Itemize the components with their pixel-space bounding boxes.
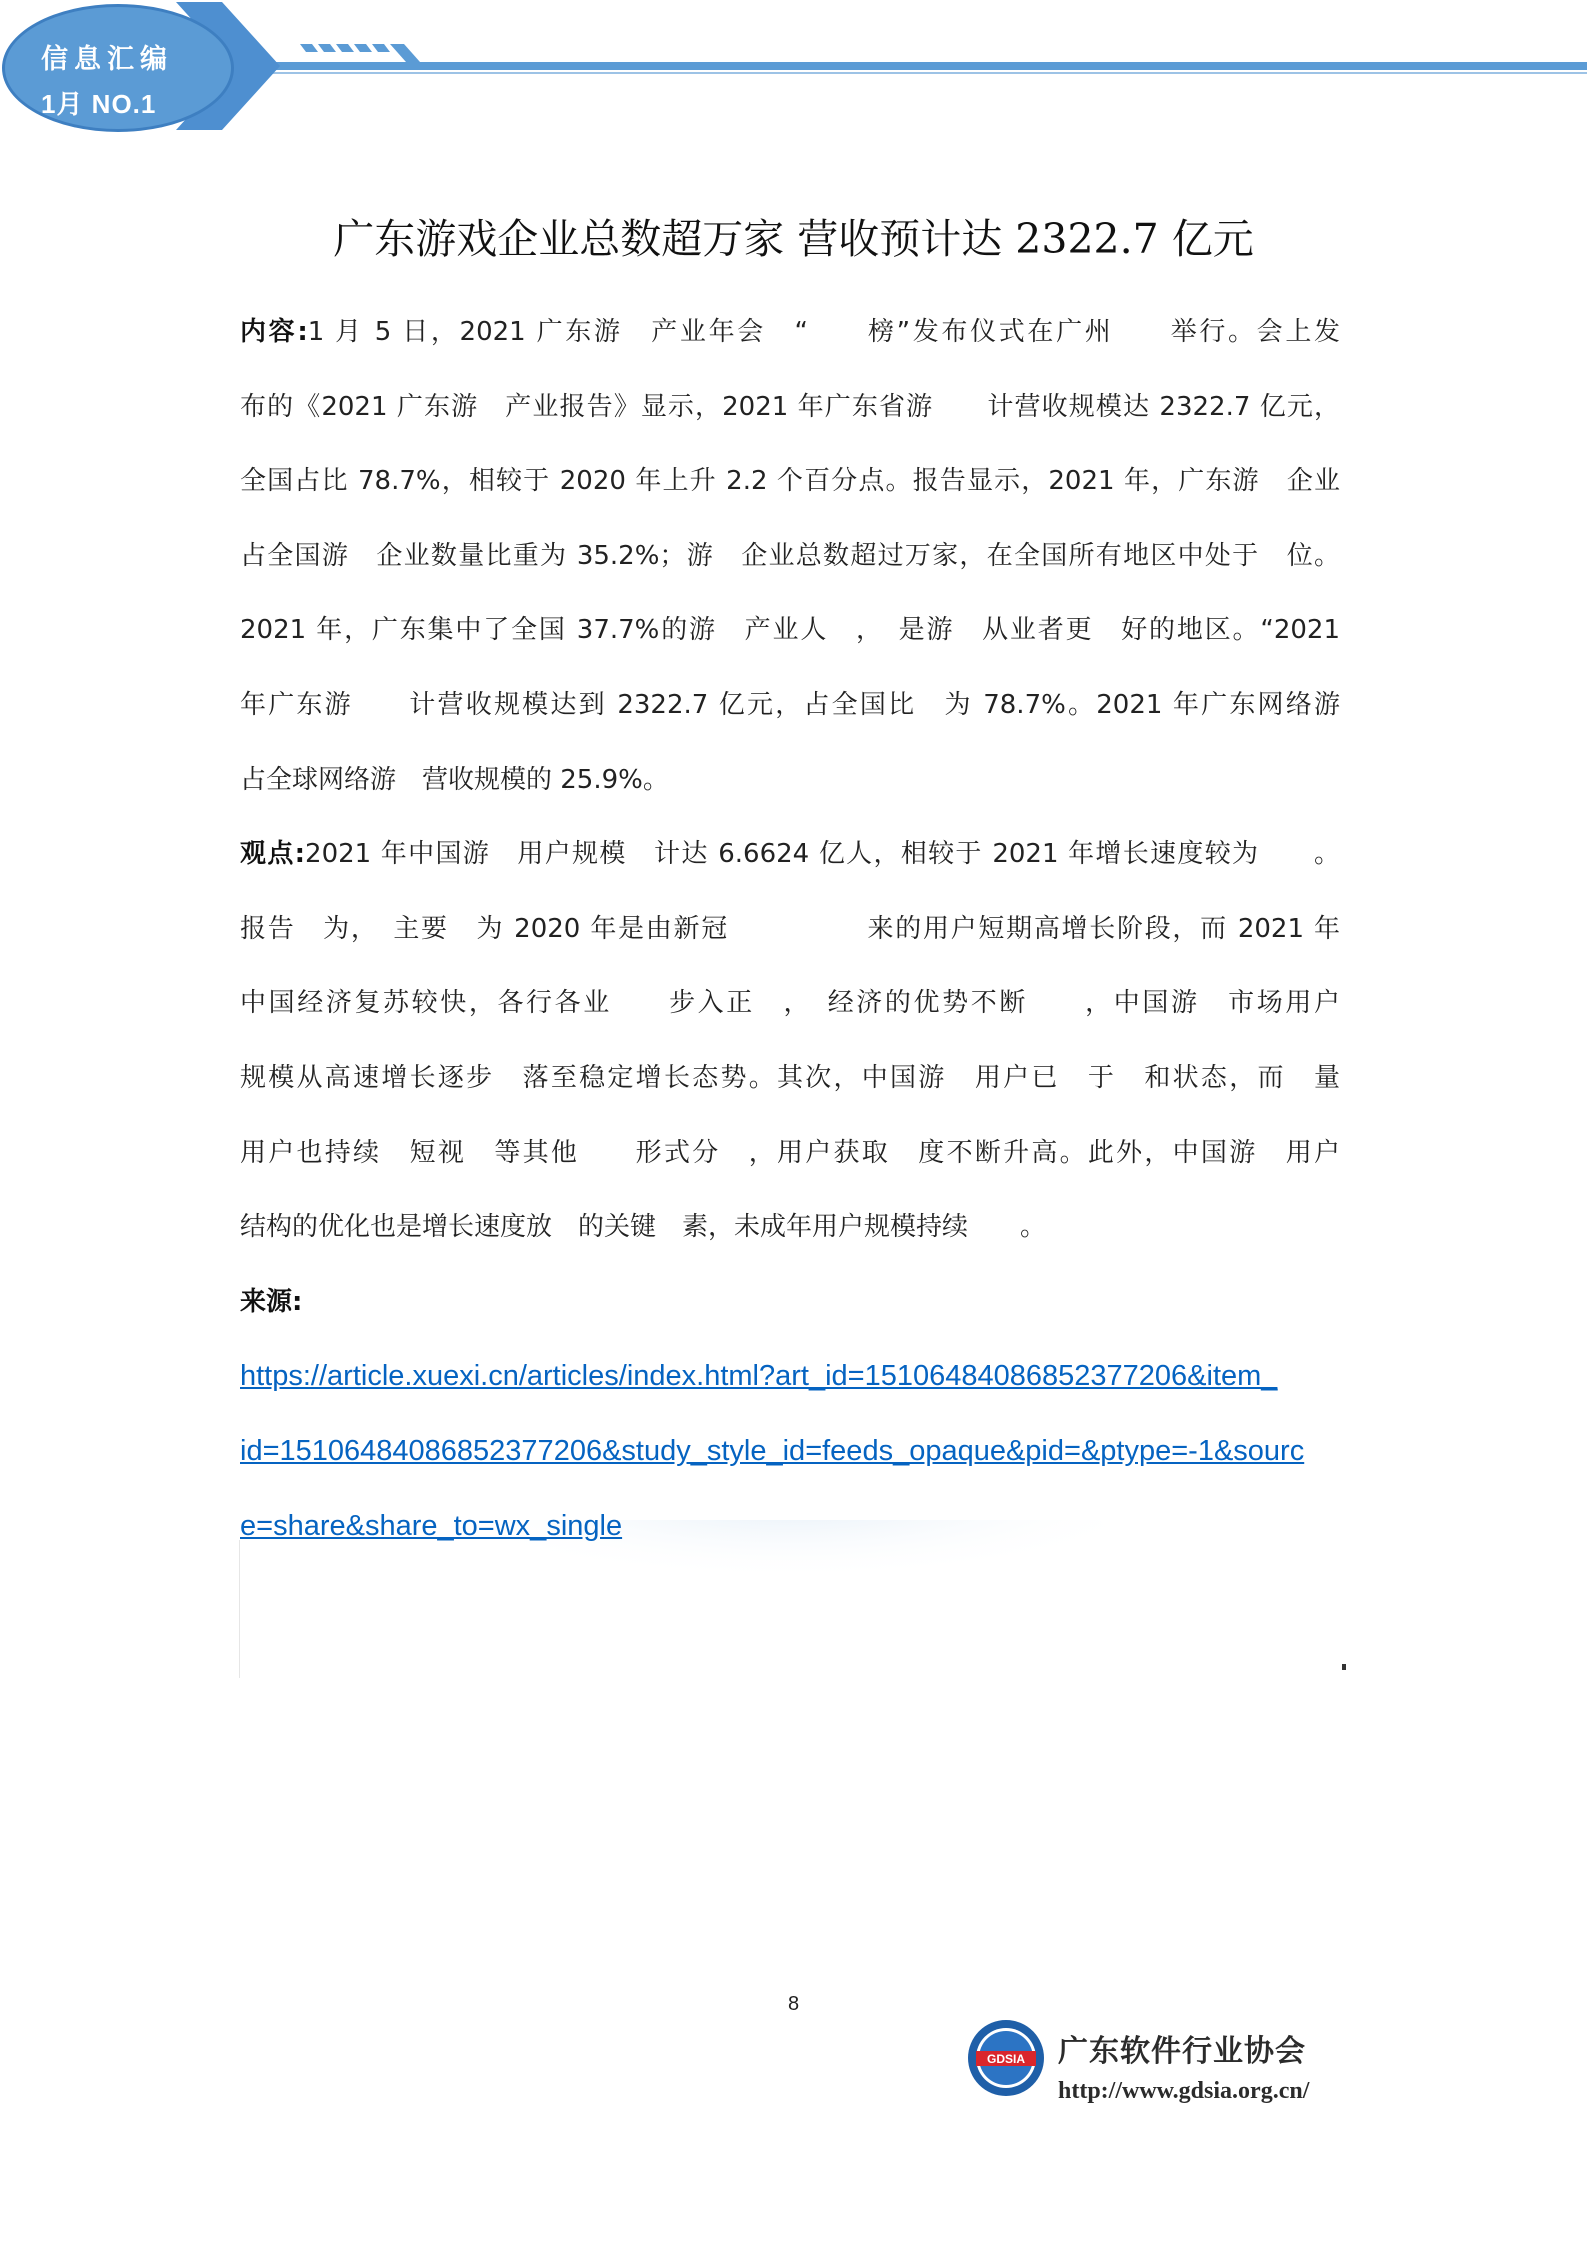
source-line (240, 1282, 1340, 1357)
gdsia-logo-icon (966, 2018, 1046, 2098)
chevron-mark (318, 44, 336, 52)
content-line: 布的《2021 广东游 产业报告》显示，2021 年广东省游 计营收规模达 2322.7 亿元， (240, 391, 1340, 422)
viewpoint-line: 中国经济复苏较快，各行各业 步入正 ， 经济的优势不断 ，中国游 市场用户 (240, 988, 1340, 1019)
chevron-mark (336, 44, 354, 52)
content-text: 1 月 5 日，2021 广东游 产业年会 “ 榜”发布仪式在广州 举行。会上发 (307, 317, 1340, 347)
org-name: 广东软件行业协会 (1058, 2034, 1306, 2069)
badge-title: 信息汇编 (41, 44, 173, 74)
content-line: 占全国游 企业数量比重为 35.2%；游 企业总数超过万家，在全国所有地区中处于 位。 (240, 540, 1340, 571)
source-link[interactable]: id=15106484086852377206&study_style_id=feeds_opaque&pid=&ptype=-1&sourc (240, 1434, 1305, 1467)
issue-badge (2, 4, 234, 132)
chevron-mark (372, 44, 390, 52)
viewpoint-line: 用户也持续 短视 等其他 形式分 ，用户获取 度不断升高。此外，中国游 用户 (240, 1137, 1340, 1168)
viewpoint-line: 规模从高速增长逐步 落至稳定增长态势。其次，中国游 用户已 于 和状态，而 量 (240, 1062, 1340, 1093)
page-number: 8 (787, 1993, 800, 2015)
org-url[interactable]: http://www.gdsia.org.cn/ (1058, 2078, 1310, 2104)
logo-text: GDSIA (986, 2052, 1026, 2066)
content-label: 内容: (240, 317, 308, 347)
source-link[interactable]: e=share&share_to=wx_single (240, 1509, 623, 1542)
source-label: 来源: (240, 1286, 303, 1317)
article-title: 广东游戏企业总数超万家 营收预计达 2322.7 亿元 (333, 215, 1254, 263)
viewpoint-line: 结构的优化也是增长速度放 的关键 素，未成年用户规模持续 。 (240, 1212, 1047, 1243)
chevron-mark (390, 44, 420, 62)
content-line: 全国占比 78.7%，相较于 2020 年上升 2.2 个百分点。报告显示，2021 年，广东游 企业 (240, 466, 1340, 497)
viewpoint-line: 报告 为， 主要 为 2020 年是由新冠 来的用户短期高增长阶段，而 2021 年 (240, 913, 1340, 944)
badge-issue: 1月 NO.1 (41, 89, 157, 119)
tiny-mark (1342, 1664, 1346, 1670)
chevron-mark (354, 44, 372, 52)
viewpoint-text: 2021 年中国游 用户规模 计达 6.6624 亿人，相较于 2021 年增长速度较为 。 (305, 839, 1340, 870)
content-line: 占全球网络游 营收规模的 25.9%。 (240, 764, 669, 795)
viewpoint-line (240, 834, 1340, 909)
article-body (240, 312, 1340, 1580)
content-line: 年广东游 计营收规模达到 2322.7 亿元，占全国比 为 78.7%。2021 年广东网络游 (240, 689, 1340, 720)
chevron-mark (300, 44, 318, 52)
content-line: 2021 年，广东集中了全国 37.7%的游 产业人 ， 是游 从业者更 好的地区。“2021 (240, 615, 1340, 646)
content-line (240, 312, 1340, 387)
viewpoint-label: 观点: (240, 839, 306, 870)
source-link[interactable]: https://article.xuexi.cn/articles/index.html?art_id=15106484086852377206&item_ (240, 1360, 1278, 1393)
